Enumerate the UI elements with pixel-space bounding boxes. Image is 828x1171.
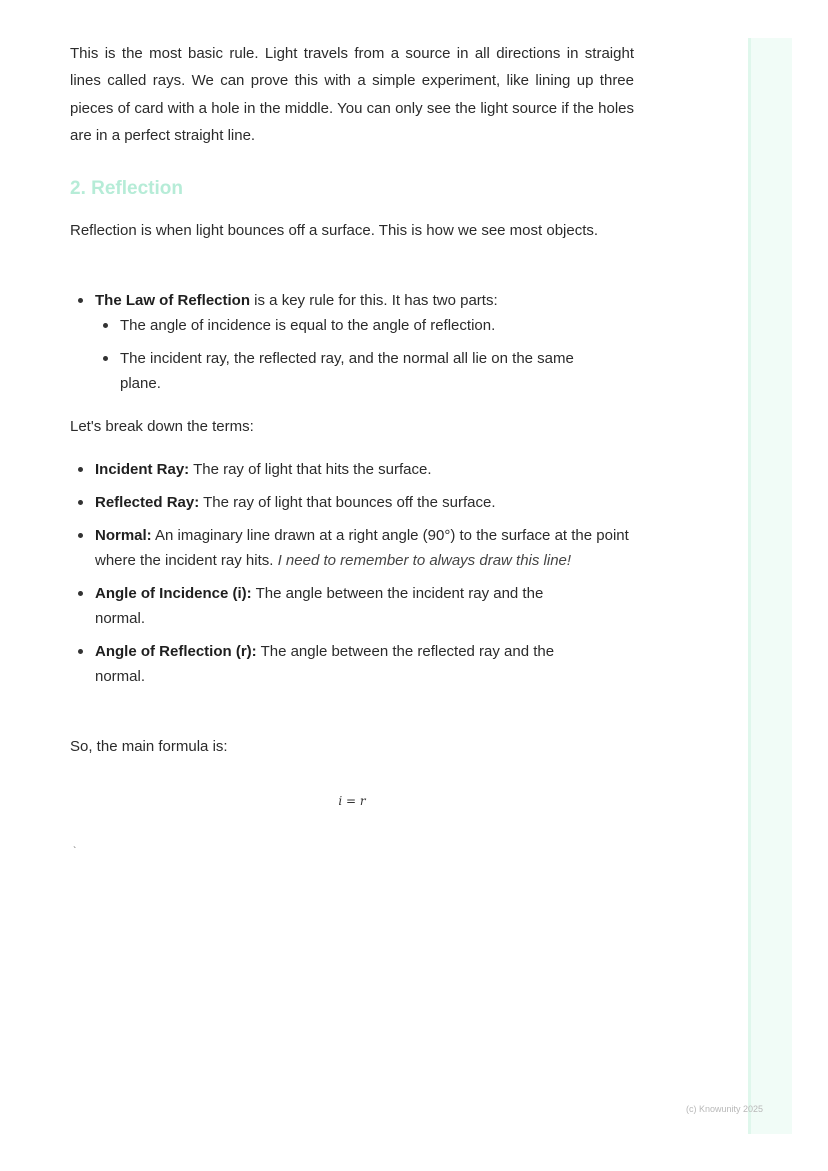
term-definition: The angle between the reflected ray and the normal. <box>95 643 555 685</box>
list-item <box>70 581 590 631</box>
term-definition: The angle between the incident ray and the normal. <box>95 585 544 627</box>
list-item <box>70 457 634 482</box>
list-item: The incident ray, the reflected ray, and the normal all lie on the same plane. <box>95 346 595 396</box>
term-definition: The ray of light that bounces off the surface. <box>199 494 496 511</box>
copyright-footer: (c) Knowunity 2025 <box>686 1104 764 1114</box>
term-label: Normal: <box>95 527 152 544</box>
term-definition: An imaginary line drawn at a right angle (90°) to the surface at the point where the incident ray hits. <box>95 527 629 569</box>
intro-paragraph: This is the most basic rule. Light travels from a source in all directions in straight lines called rays. We can prove this with a simple experiment, like lining up three pieces of card with a hole in the middle. You can only see the light source if the holes are in a perfect straight line. <box>70 45 634 144</box>
term-label: Angle of Incidence (i): <box>95 585 252 602</box>
section-heading: 2. Reflection <box>70 178 183 199</box>
term-note: I need to remember to always draw this line! <box>277 552 572 569</box>
reflection-paragraph: Reflection is when light bounces off a surface. This is how we see most objects. <box>70 222 599 239</box>
term-label: Incident Ray: <box>95 461 190 478</box>
stray-mark: ` <box>73 846 77 857</box>
term-label: Angle of Reflection (r): <box>95 643 257 660</box>
list-item <box>70 490 634 515</box>
law-list <box>70 288 634 396</box>
term-label: Reflected Ray: <box>95 494 200 511</box>
document-body <box>70 40 634 857</box>
side-margin-strip <box>748 38 792 1134</box>
terms-intro: Let's break down the terms: <box>70 418 254 435</box>
formula: i = r <box>338 794 366 808</box>
list-item: The angle of incidence is equal to the angle of reflection. <box>95 313 595 338</box>
terms-list <box>70 457 634 689</box>
list-item <box>70 523 634 573</box>
list-item <box>70 288 634 396</box>
list-item <box>70 639 590 689</box>
law-bold-label: The Law of Reflection <box>95 292 251 309</box>
term-definition: The ray of light that hits the surface. <box>189 461 432 478</box>
law-rest-text: is a key rule for this. It has two parts: <box>250 292 498 309</box>
law-parts-list <box>95 313 595 396</box>
formula-intro: So, the main formula is: <box>70 738 228 755</box>
